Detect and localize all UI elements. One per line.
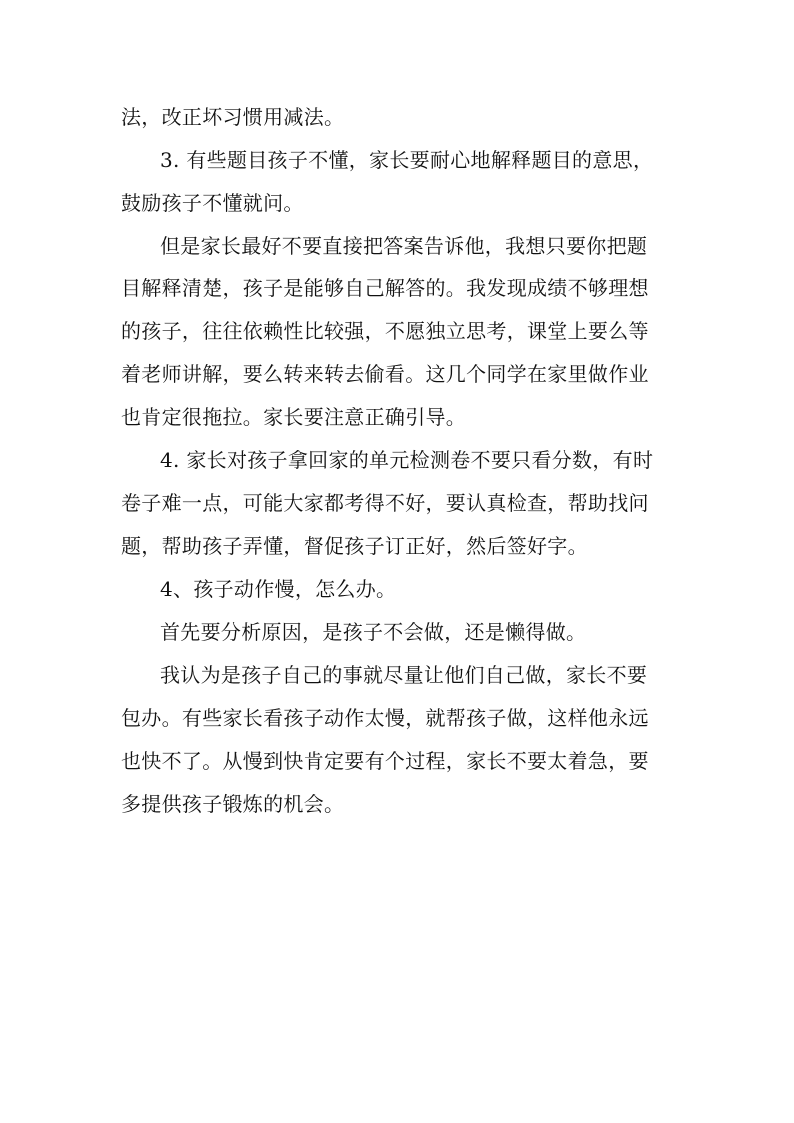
text-line: 卷子难一点，可能大家都考得不好，要认真检查，帮助找问 — [121, 491, 649, 515]
text-line: 的孩子，往往依赖性比较强，不愿独立思考，课堂上要么等 — [121, 319, 649, 343]
text-line: 也肯定很拖拉。家长要注意正确引导。 — [121, 405, 467, 429]
text-line: 4、孩子动作慢，怎么办。 — [160, 577, 397, 601]
text-line: 首先要分析原因，是孩子不会做，还是懒得做。 — [160, 620, 587, 644]
text-line: 法，改正坏习惯用减法。 — [121, 105, 345, 129]
text-line: 鼓励孩子不懂就问。 — [121, 191, 304, 215]
text-line: 4. 家长对孩子拿回家的单元检测卷不要只看分数，有时 — [160, 448, 654, 472]
text-line: 目解释清楚，孩子是能够自己解答的。我发现成绩不够理想 — [121, 276, 649, 300]
text-line: 着老师讲解，要么转来转去偷看。这几个同学在家里做作业 — [121, 362, 649, 386]
text-line: 题，帮助孩子弄懂，督促孩子订正好，然后签好字。 — [121, 534, 588, 558]
text-line: 也快不了。从慢到快肯定要有个过程，家长不要太着急，要 — [121, 749, 649, 773]
text-line: 3. 有些题目孩子不懂，家长要耐心地解释题目的意思， — [160, 148, 654, 172]
text-line: 包办。有些家长看孩子动作太慢，就帮孩子做，这样他永远 — [121, 706, 649, 730]
text-line: 但是家长最好不要直接把答案告诉他，我想只要你把题 — [160, 234, 648, 258]
text-line: 我认为是孩子自己的事就尽量让他们自己做，家长不要 — [160, 663, 648, 687]
text-line: 多提供孩子锻炼的机会。 — [121, 792, 345, 816]
